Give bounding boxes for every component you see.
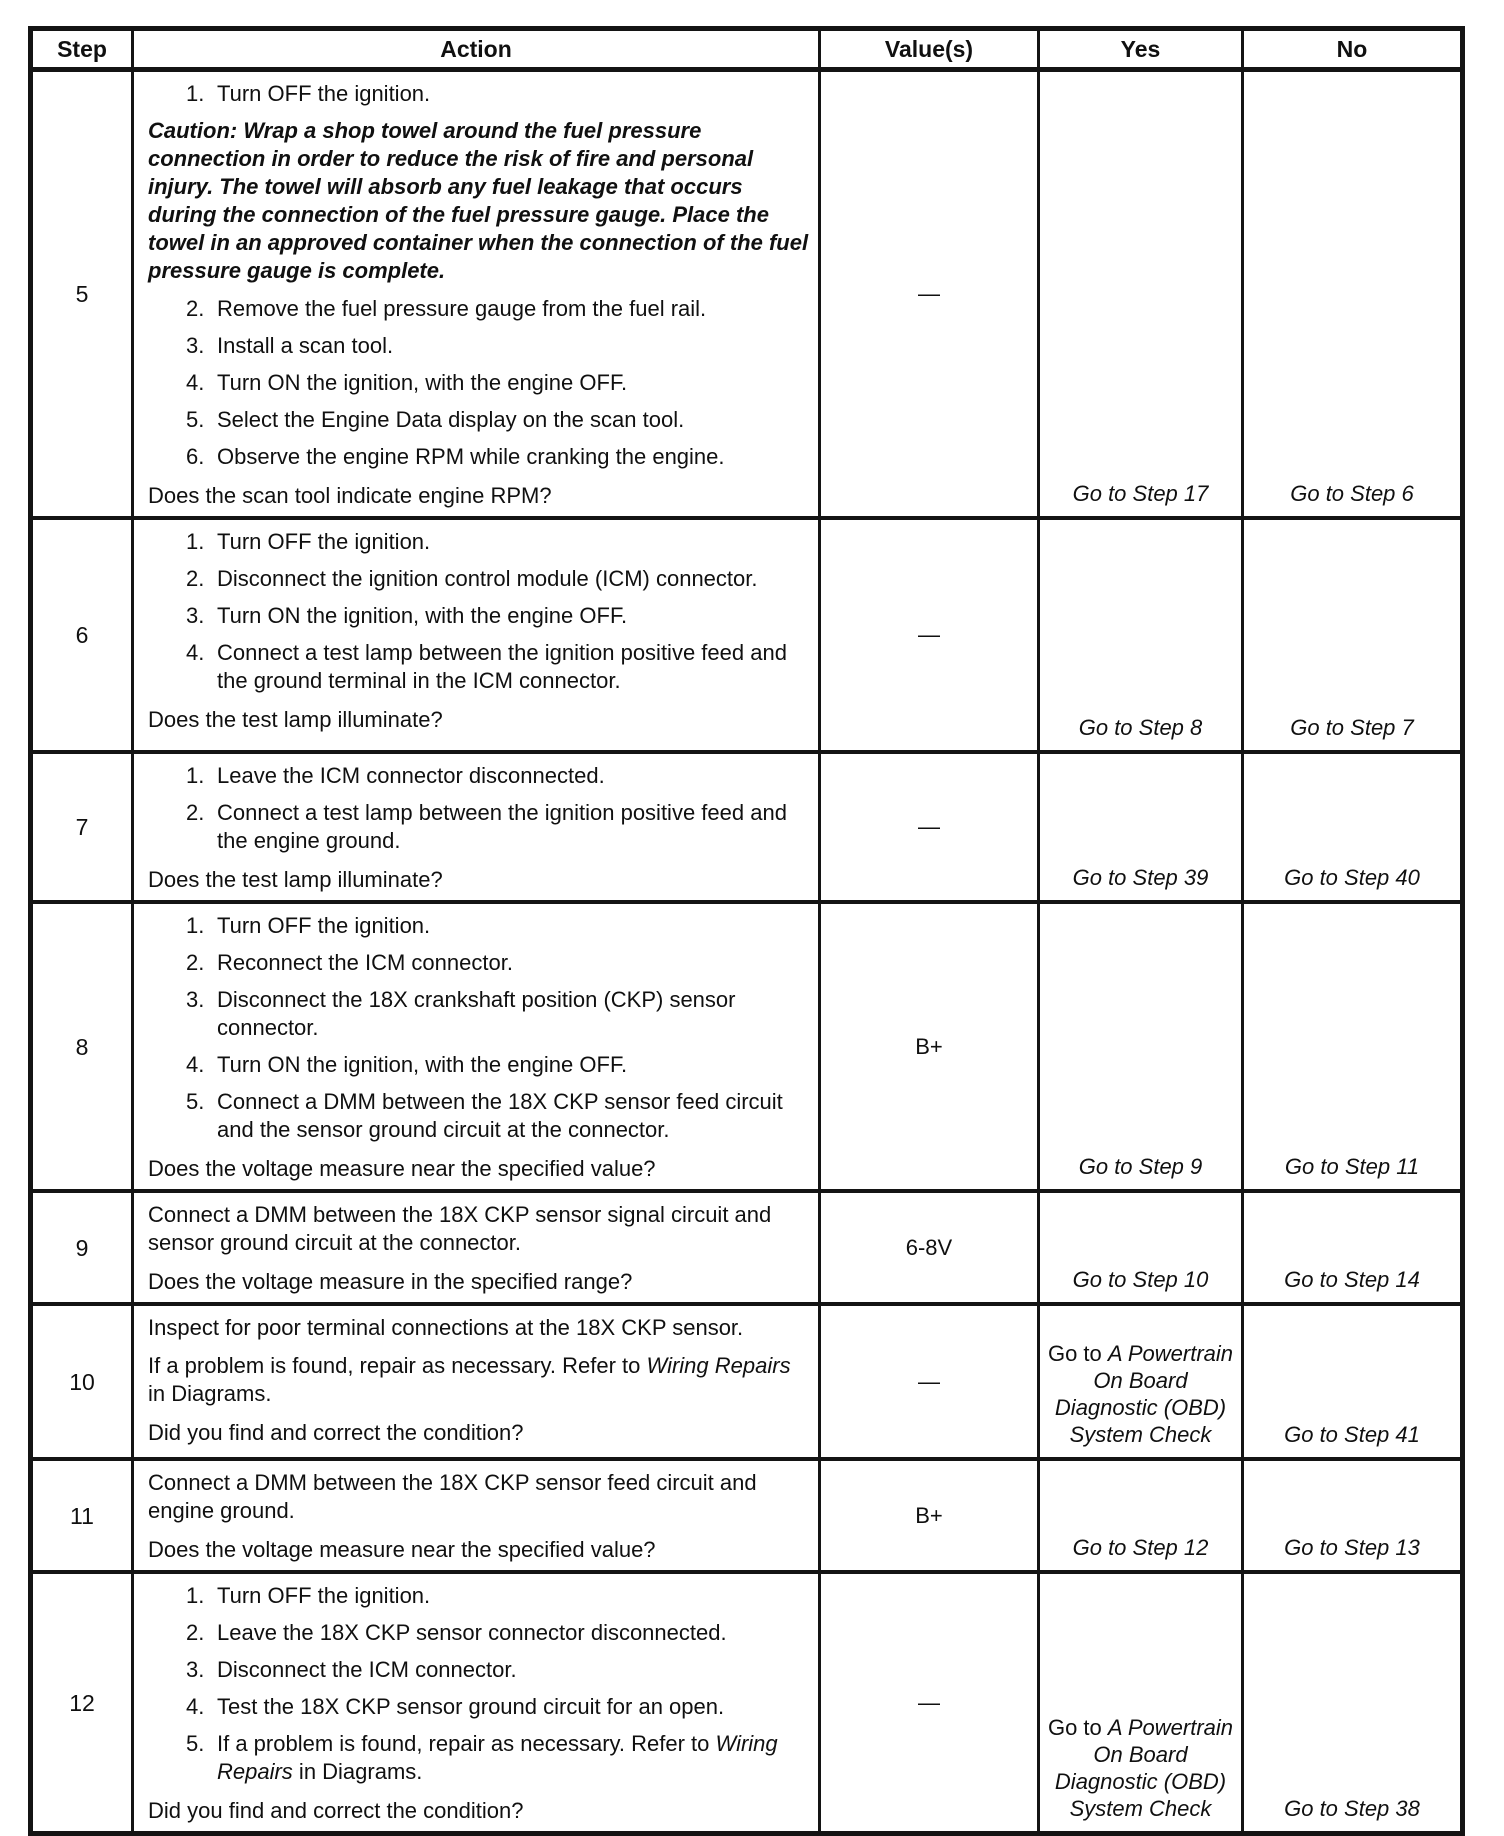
action-step-item <box>186 369 810 397</box>
question-text <box>148 1155 810 1183</box>
item-text <box>217 1582 430 1610</box>
table-row <box>31 1304 1463 1459</box>
caution-text <box>148 117 810 285</box>
item-text <box>217 406 684 434</box>
value-cell: 6-8V <box>820 1191 1039 1304</box>
yes-cell <box>1039 1572 1243 1834</box>
item-number: 3. <box>186 987 205 1012</box>
text-segment: Go to Step 41 <box>1284 1422 1420 1447</box>
action-step-item <box>186 602 810 630</box>
action-step-item <box>186 1730 810 1786</box>
action-step-item <box>186 1693 810 1721</box>
text-segment: Go to Step 14 <box>1284 1267 1420 1292</box>
item-text <box>217 528 430 556</box>
step-cell: 6 <box>31 518 133 752</box>
action-step-item <box>186 443 810 471</box>
text-segment: Go to Step 9 <box>1078 1154 1203 1179</box>
text-segment: Does the voltage measure near the specified value? <box>148 1156 656 1181</box>
action-cell <box>133 1459 820 1572</box>
table-body <box>31 70 1463 1834</box>
value-cell: — <box>820 752 1039 902</box>
action-cell <box>133 752 820 902</box>
item-number: 5. <box>186 1731 205 1756</box>
text-segment: in Diagrams. <box>292 1759 423 1784</box>
value-cell: — <box>820 70 1039 519</box>
text-segment: Connect a test lamp between the ignition positive feed and the ground terminal in the ICM connector. <box>217 640 787 693</box>
table-row <box>31 1191 1463 1304</box>
table-row <box>31 70 1463 519</box>
action-step-item <box>186 1051 810 1079</box>
action-cell <box>133 902 820 1191</box>
no-cell <box>1243 752 1463 902</box>
header-action: Action <box>133 29 820 70</box>
text-segment: Caution: Wrap a shop towel around the fuel pressure connection in order to reduce the risk of fire and personal injury. The towel will absorb any fuel leakage that occurs during the connection of the fuel pressure gauge. Place the towel in an approved container when the connection of the fuel pressure gauge is complete. <box>148 118 809 283</box>
value-cell: B+ <box>820 1459 1039 1572</box>
text-segment: Does the test lamp illuminate? <box>148 867 443 892</box>
item-number: 3. <box>186 603 205 628</box>
yes-cell <box>1039 1459 1243 1572</box>
item-number: 1. <box>186 81 205 106</box>
action-step-item <box>186 1619 810 1647</box>
question-text <box>148 1797 810 1825</box>
no-cell <box>1243 1304 1463 1459</box>
yes-cell <box>1039 1191 1243 1304</box>
item-number: 4. <box>186 1052 205 1077</box>
step-cell: 9 <box>31 1191 133 1304</box>
item-number: 5. <box>186 1089 205 1114</box>
action-cell <box>133 518 820 752</box>
text-segment: Connect a DMM between the 18X CKP sensor signal circuit and sensor ground circuit at the connector. <box>148 1202 772 1255</box>
text-segment: Turn OFF the ignition. <box>217 913 431 938</box>
text-segment: Wiring Repairs <box>646 1353 791 1378</box>
action-cell <box>133 70 820 519</box>
item-number: 1. <box>186 1583 205 1608</box>
action-step-item <box>186 1656 810 1684</box>
step-cell: 11 <box>31 1459 133 1572</box>
item-text <box>217 565 757 593</box>
action-step-item <box>186 986 810 1042</box>
item-text <box>217 762 605 790</box>
text-segment: Turn OFF the ignition. <box>217 529 431 554</box>
text-segment: Does the test lamp illuminate? <box>148 707 443 732</box>
no-cell <box>1243 70 1463 519</box>
text-segment: A Powertrain On Board Diagnostic (OBD) System Check <box>1054 1341 1234 1447</box>
question-text <box>148 1419 810 1447</box>
item-number: 2. <box>186 296 205 321</box>
item-text <box>217 443 725 471</box>
text-segment: Observe the engine RPM while cranking the engine. <box>217 444 725 469</box>
item-text <box>217 1619 727 1647</box>
action-step-item <box>186 1088 810 1144</box>
item-text <box>217 639 810 695</box>
text-segment: Turn ON the ignition, with the engine OFF. <box>217 1052 628 1077</box>
yes-cell <box>1039 518 1243 752</box>
text-segment: Reconnect the ICM connector. <box>217 950 513 975</box>
text-segment: If a problem is found, repair as necessary. Refer to <box>217 1731 716 1756</box>
item-text <box>217 986 810 1042</box>
item-number: 1. <box>186 913 205 938</box>
action-cell <box>133 1572 820 1834</box>
item-number: 2. <box>186 566 205 591</box>
diagnostic-table <box>28 26 1465 1836</box>
item-text <box>217 1088 810 1144</box>
step-cell: 8 <box>31 902 133 1191</box>
text-segment: Inspect for poor terminal connections at the 18X CKP sensor. <box>148 1315 744 1340</box>
text-segment: Select the Engine Data display on the scan tool. <box>217 407 685 432</box>
item-text <box>217 1693 724 1721</box>
text-segment: Test the 18X CKP sensor ground circuit for an open. <box>217 1694 725 1719</box>
question-text <box>148 1268 810 1296</box>
text-segment: Connect a test lamp between the ignition positive feed and the engine ground. <box>217 800 787 853</box>
action-cell <box>133 1304 820 1459</box>
header-values: Value(s) <box>820 29 1039 70</box>
item-number: 1. <box>186 763 205 788</box>
table-row <box>31 902 1463 1191</box>
action-step-item <box>186 949 810 977</box>
table-row <box>31 1459 1463 1572</box>
text-segment: Turn ON the ignition, with the engine OFF. <box>217 370 628 395</box>
step-cell: 10 <box>31 1304 133 1459</box>
item-text <box>217 1656 517 1684</box>
question-text <box>148 482 810 510</box>
action-step-item <box>186 80 810 108</box>
text-segment: Disconnect the ignition control module (ICM) connector. <box>217 566 758 591</box>
question-text <box>148 1536 810 1564</box>
action-step-item <box>186 912 810 940</box>
item-number: 4. <box>186 370 205 395</box>
text-segment: Go to Step 40 <box>1284 865 1420 890</box>
text-segment: Turn OFF the ignition. <box>217 81 431 106</box>
text-segment: Go to Step 6 <box>1290 481 1414 506</box>
header-no: No <box>1243 29 1463 70</box>
item-number: 1. <box>186 529 205 554</box>
action-step-item <box>186 332 810 360</box>
item-number: 4. <box>186 640 205 665</box>
value-cell: — <box>820 1304 1039 1459</box>
header-step: Step <box>31 29 133 70</box>
text-segment: Disconnect the 18X crankshaft position (CKP) sensor connector. <box>217 987 736 1040</box>
item-text <box>217 80 430 108</box>
text-segment: Connect a DMM between the 18X CKP sensor feed circuit and the sensor ground circuit at the connector. <box>217 1089 783 1142</box>
item-text <box>217 369 627 397</box>
text-segment: If a problem is found, repair as necessary. Refer to <box>148 1353 647 1378</box>
item-number: 2. <box>186 1620 205 1645</box>
text-segment: Turn OFF the ignition. <box>217 1583 431 1608</box>
text-segment: Connect a DMM between the 18X CKP sensor feed circuit and engine ground. <box>148 1470 757 1523</box>
step-cell: 12 <box>31 1572 133 1834</box>
value-cell: B+ <box>820 902 1039 1191</box>
text-segment: Go to Step 12 <box>1072 1535 1209 1560</box>
text-segment: Remove the fuel pressure gauge from the fuel rail. <box>217 296 707 321</box>
no-cell <box>1243 1572 1463 1834</box>
item-text <box>217 1051 627 1079</box>
item-number: 5. <box>186 407 205 432</box>
item-number: 4. <box>186 1694 205 1719</box>
no-cell <box>1243 518 1463 752</box>
text-segment: Go to Step 10 <box>1072 1267 1209 1292</box>
no-cell <box>1243 1459 1463 1572</box>
item-text <box>217 332 393 360</box>
text-segment: Go to <box>1047 1341 1108 1366</box>
item-text <box>217 1730 810 1786</box>
item-number: 2. <box>186 800 205 825</box>
text-segment: Install a scan tool. <box>217 333 394 358</box>
yes-cell <box>1039 902 1243 1191</box>
item-number: 3. <box>186 333 205 358</box>
table-row <box>31 1572 1463 1834</box>
step-cell: 7 <box>31 752 133 902</box>
text-segment: in Diagrams. <box>148 1381 272 1406</box>
text-segment: Go to Step 38 <box>1284 1796 1420 1821</box>
question-text <box>148 866 810 894</box>
item-number: 6. <box>186 444 205 469</box>
item-number: 2. <box>186 950 205 975</box>
text-segment: Leave the ICM connector disconnected. <box>217 763 605 788</box>
text-segment: Go to Step 7 <box>1290 715 1414 740</box>
table-row <box>31 752 1463 902</box>
action-paragraph <box>148 1201 810 1257</box>
text-segment: Go to Step 39 <box>1072 865 1209 890</box>
text-segment: Did you find and correct the condition? <box>148 1798 524 1823</box>
text-segment: Go to Step 17 <box>1072 481 1209 506</box>
header-row <box>31 29 1463 70</box>
action-step-item <box>186 406 810 434</box>
action-paragraph <box>148 1469 810 1525</box>
action-step-item <box>186 295 810 323</box>
action-step-item <box>186 1582 810 1610</box>
table-row <box>31 518 1463 752</box>
text-segment: Turn ON the ignition, with the engine OFF. <box>217 603 628 628</box>
value-cell: — <box>820 518 1039 752</box>
text-segment: Go to <box>1047 1715 1108 1740</box>
item-text <box>217 912 430 940</box>
item-text <box>217 295 706 323</box>
yes-cell <box>1039 752 1243 902</box>
action-step-item <box>186 762 810 790</box>
action-paragraph <box>148 1352 810 1408</box>
item-text <box>217 799 810 855</box>
text-segment: Go to Step 13 <box>1284 1535 1420 1560</box>
text-segment: Does the voltage measure in the specified range? <box>148 1269 633 1294</box>
text-segment: Does the voltage measure near the specified value? <box>148 1537 656 1562</box>
question-text <box>148 706 810 734</box>
text-segment: Did you find and correct the condition? <box>148 1420 524 1445</box>
step-cell: 5 <box>31 70 133 519</box>
yes-cell <box>1039 1304 1243 1459</box>
item-text <box>217 949 513 977</box>
item-number: 3. <box>186 1657 205 1682</box>
text-segment: Does the scan tool indicate engine RPM? <box>148 483 552 508</box>
text-segment: Leave the 18X CKP sensor connector disconnected. <box>217 1620 727 1645</box>
action-paragraph <box>148 1314 810 1342</box>
item-text <box>217 602 627 630</box>
no-cell <box>1243 902 1463 1191</box>
text-segment: Disconnect the ICM connector. <box>217 1657 517 1682</box>
action-cell <box>133 1191 820 1304</box>
action-step-item <box>186 565 810 593</box>
text-segment: A Powertrain On Board Diagnostic (OBD) System Check <box>1054 1715 1234 1821</box>
text-segment: Wiring Repairs <box>217 1731 778 1784</box>
header-yes: Yes <box>1039 29 1243 70</box>
no-cell <box>1243 1191 1463 1304</box>
value-cell: — <box>820 1572 1039 1834</box>
yes-cell <box>1039 70 1243 519</box>
action-step-item <box>186 799 810 855</box>
text-segment: Go to Step 11 <box>1284 1154 1420 1179</box>
text-segment: Go to Step 8 <box>1078 715 1203 740</box>
action-step-item <box>186 639 810 695</box>
action-step-item <box>186 528 810 556</box>
